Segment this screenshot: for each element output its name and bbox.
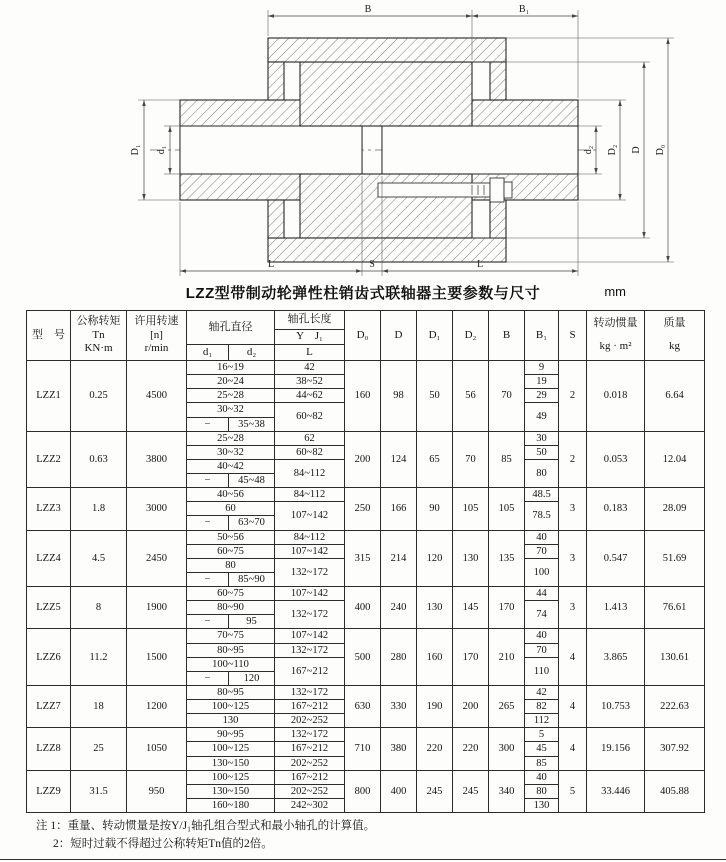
length-cell: 167~212 [275, 700, 345, 714]
bore-d1-cell: − [187, 615, 229, 629]
torque-cell: 18 [71, 685, 127, 727]
D2-cell: 56 [453, 361, 489, 432]
length-cell: 44~62 [275, 389, 345, 403]
table-row [27, 361, 705, 375]
S-cell: 3 [559, 587, 587, 629]
note-line-2: 2：短时过载不得超过公称转矩Tn值的2倍。 [53, 837, 273, 850]
D1-cell: 220 [417, 728, 453, 770]
B1-cell: 80 [525, 784, 559, 798]
B1-cell: 70 [525, 544, 559, 558]
bore-range-cell: 100~125 [187, 700, 275, 714]
torque-cell: 0.63 [71, 431, 127, 488]
dim-label-D0: D₀ [655, 144, 666, 156]
D2-cell: 105 [453, 488, 489, 530]
bore-range-cell: 40~42 [187, 459, 275, 473]
col-header-mass [645, 311, 705, 361]
model-cell: LZZ6 [27, 629, 71, 686]
col-header-B1: B₁ [525, 311, 559, 361]
length-cell: 60~82 [275, 445, 345, 459]
bore-range-cell: 60~75 [187, 587, 275, 601]
inertia-cell: 0.018 [587, 361, 645, 432]
bore-d1-cell: − [187, 671, 229, 685]
bore-range-cell: 130~150 [187, 756, 275, 770]
B1-cell: 70 [525, 643, 559, 657]
length-cell: 42 [275, 361, 345, 375]
bore-range-cell: 40~56 [187, 488, 275, 502]
dim-label-B: B [364, 4, 372, 15]
B-cell: 340 [489, 770, 525, 812]
dim-label-D2: D₂ [607, 144, 618, 156]
D-cell: 98 [381, 361, 417, 432]
B-cell: 105 [489, 488, 525, 530]
B1-cell: 19 [525, 375, 559, 389]
length-cell: 132~172 [275, 643, 345, 657]
spec-table-body [27, 361, 705, 813]
mass-cell: 12.04 [645, 431, 705, 488]
length-cell: 107~142 [275, 587, 345, 601]
length-cell: 242~302 [275, 798, 345, 812]
mass-cell: 130.61 [645, 629, 705, 686]
sleeve-upper [300, 62, 472, 126]
B-cell: 300 [489, 728, 525, 770]
col-header-d1: d₁ [187, 345, 229, 361]
left-bore [180, 126, 362, 174]
col-header-D1: D₁ [417, 311, 453, 361]
D0-cell: 250 [345, 488, 381, 530]
B1-cell: 82 [525, 700, 559, 714]
col-header-inertia [587, 311, 645, 361]
speed-cell: 3800 [127, 431, 187, 488]
D2-cell: 200 [453, 685, 489, 727]
bore-range-cell: 30~32 [187, 403, 275, 417]
S-cell: 4 [559, 685, 587, 727]
bore-range-cell: 100~125 [187, 770, 275, 784]
bottom-rule [0, 859, 726, 860]
bore-range-cell: 25~28 [187, 389, 275, 403]
length-cell: 107~142 [275, 544, 345, 558]
B1-cell: 9 [525, 361, 559, 375]
speed-cell: 1900 [127, 587, 187, 629]
coupling-drawing-svg [0, 0, 726, 280]
D-cell: 330 [381, 685, 417, 727]
mass-cell: 76.61 [645, 587, 705, 629]
bore-d2-cell: 85~90 [229, 572, 275, 586]
D-cell: 124 [381, 431, 417, 488]
D2-cell: 245 [453, 770, 489, 812]
length-cell: 167~212 [275, 657, 345, 685]
model-cell: LZZ9 [27, 770, 71, 812]
bore-d1-cell: − [187, 417, 229, 431]
inertia-cell: 0.183 [587, 488, 645, 530]
B1-cell: 40 [525, 770, 559, 784]
col-header-D: D [381, 311, 417, 361]
D0-cell: 630 [345, 685, 381, 727]
B1-cell: 85 [525, 756, 559, 770]
drum-top [268, 38, 506, 62]
bore-range-cell: 160~180 [187, 798, 275, 812]
pin-bolt-head [490, 178, 504, 202]
mass-cell: 222.63 [645, 685, 705, 727]
col-header-B: B [489, 311, 525, 361]
col-header-bore-len: 轴孔长度 [275, 311, 345, 330]
torque-cell: 25 [71, 728, 127, 770]
D1-cell: 130 [417, 587, 453, 629]
D-cell: 380 [381, 728, 417, 770]
speed-cell: 2450 [127, 530, 187, 587]
torque-cell: 4.5 [71, 530, 127, 587]
speed-cell: 3000 [127, 488, 187, 530]
model-cell: LZZ3 [27, 488, 71, 530]
table-row [27, 728, 705, 742]
bore-range-cell: 80 [187, 558, 275, 572]
D-cell: 240 [381, 587, 417, 629]
bore-d1-cell: − [187, 474, 229, 488]
col-header-L: L [275, 345, 345, 361]
length-cell: 132~172 [275, 685, 345, 699]
table-row [27, 685, 705, 699]
B1-cell: 74 [525, 601, 559, 629]
page-title: LZZ型带制动轮弹性柱销齿式联轴器主要参数与尺寸 [185, 285, 541, 302]
col-header-D2: D₂ [453, 311, 489, 361]
bore-range-cell: 60~75 [187, 544, 275, 558]
D0-cell: 400 [345, 587, 381, 629]
D0-cell: 160 [345, 361, 381, 432]
mass-cell: 6.64 [645, 361, 705, 432]
dim-label-L-left: L [267, 259, 275, 270]
D2-cell: 145 [453, 587, 489, 629]
B1-cell: 49 [525, 403, 559, 431]
inertia-cell: 0.053 [587, 431, 645, 488]
bore-range-cell: 80~95 [187, 643, 275, 657]
B-cell: 210 [489, 629, 525, 686]
col-header-speed [127, 311, 187, 361]
mass-cell: 51.69 [645, 530, 705, 587]
table-row [27, 488, 705, 502]
B-cell: 85 [489, 431, 525, 488]
speed-cell: 1200 [127, 685, 187, 727]
length-cell: 62 [275, 431, 345, 445]
speed-cell: 950 [127, 770, 187, 812]
mass-cell: 28.09 [645, 488, 705, 530]
speed-header-line: r/min [144, 342, 169, 355]
torque-header-line: 公称转矩 [76, 314, 121, 327]
dim-label-D: D [631, 146, 642, 154]
inertia-cell: 3.865 [587, 629, 645, 686]
length-cell: 60~82 [275, 403, 345, 431]
mass-cell: 405.88 [645, 770, 705, 812]
dim-label-D1: D₁ [130, 144, 141, 156]
bore-range-cell: 100~125 [187, 742, 275, 756]
B1-cell: 44 [525, 587, 559, 601]
drum-bottom [268, 238, 506, 262]
S-cell: 5 [559, 770, 587, 812]
torque-header-line: KN·m [84, 342, 113, 355]
bore-range-cell: 90~95 [187, 728, 275, 742]
torque-cell: 31.5 [71, 770, 127, 812]
model-cell: LZZ7 [27, 685, 71, 727]
drum-wall [268, 200, 284, 238]
length-cell: 107~142 [275, 629, 345, 643]
unit-label: mm [604, 284, 626, 299]
speed-header-line: 许用转速 [134, 314, 179, 327]
length-cell: 84~112 [275, 459, 345, 487]
torque-cell: 0.25 [71, 361, 127, 432]
mass-header-line: kg [669, 340, 680, 352]
length-cell: 167~212 [275, 770, 345, 784]
length-cell: 107~142 [275, 502, 345, 530]
dim-label-B1: B₁ [518, 4, 530, 15]
B1-cell: 30 [525, 431, 559, 445]
drum-rim [490, 62, 506, 100]
D1-cell: 160 [417, 629, 453, 686]
B1-cell: 130 [525, 798, 559, 812]
bore-range-cell: 16~19 [187, 361, 275, 375]
B1-cell: 100 [525, 558, 559, 586]
drum-wall [268, 62, 284, 100]
D2-cell: 170 [453, 629, 489, 686]
col-header-model: 型 号 [27, 311, 71, 361]
model-cell: LZZ5 [27, 587, 71, 629]
torque-header-line: Tn [92, 328, 105, 341]
inertia-cell: 1.413 [587, 587, 645, 629]
length-cell: 132~172 [275, 558, 345, 586]
dim-label-d1: d₁ [156, 145, 167, 155]
spec-table-head [27, 311, 705, 361]
bore-d2-cell: 63~70 [229, 516, 275, 530]
bore-d2-cell: 95 [229, 615, 275, 629]
D0-cell: 315 [345, 530, 381, 587]
speed-cell: 4500 [127, 361, 187, 432]
B1-cell: 40 [525, 629, 559, 643]
inertia-cell: 33.446 [587, 770, 645, 812]
bore-d2-cell: 120 [229, 671, 275, 685]
col-header-bore-dia: 轴孔直径 [187, 311, 275, 345]
col-header-torque [71, 311, 127, 361]
D0-cell: 500 [345, 629, 381, 686]
note-line-1: 注 1：重量、转动惯量是按Y/J₁轴孔组合型式和最小轴孔的计算值。 [36, 820, 376, 832]
bore-range-cell: 80~95 [187, 685, 275, 699]
bore-d2-cell: 45~48 [229, 474, 275, 488]
B1-cell: 29 [525, 389, 559, 403]
length-cell: 167~212 [275, 742, 345, 756]
S-cell: 2 [559, 361, 587, 432]
S-cell: 4 [559, 629, 587, 686]
D1-cell: 120 [417, 530, 453, 587]
model-cell: LZZ1 [27, 361, 71, 432]
B-cell: 70 [489, 361, 525, 432]
bore-range-cell: 60 [187, 502, 275, 516]
col-header-YJ1: Y J₁ [275, 330, 345, 345]
bore-d2-cell: 35~38 [229, 417, 275, 431]
length-cell: 202~252 [275, 756, 345, 770]
D2-cell: 220 [453, 728, 489, 770]
D2-cell: 70 [453, 431, 489, 488]
bore-range-cell: 70~75 [187, 629, 275, 643]
D1-cell: 50 [417, 361, 453, 432]
bore-range-cell: 25~28 [187, 431, 275, 445]
right-bore [382, 126, 578, 174]
D1-cell: 245 [417, 770, 453, 812]
dim-label-L-right: L [476, 259, 484, 270]
torque-cell: 11.2 [71, 629, 127, 686]
B-cell: 265 [489, 685, 525, 727]
D0-cell: 200 [345, 431, 381, 488]
inertia-header-line: 转动惯量 [593, 317, 638, 330]
col-header-d2: d₂ [229, 345, 275, 361]
B1-cell: 5 [525, 728, 559, 742]
D-cell: 280 [381, 629, 417, 686]
inertia-cell: 0.547 [587, 530, 645, 587]
mass-cell: 307.92 [645, 728, 705, 770]
length-cell: 38~52 [275, 375, 345, 389]
D1-cell: 190 [417, 685, 453, 727]
dim-label-S: S [369, 259, 375, 270]
title-row [0, 282, 726, 304]
inertia-cell: 19.156 [587, 728, 645, 770]
drum-rim [490, 200, 506, 238]
spec-table [26, 310, 705, 813]
B1-cell: 78.5 [525, 502, 559, 530]
D-cell: 400 [381, 770, 417, 812]
table-row [27, 530, 705, 544]
notes [36, 818, 726, 854]
speed-header-line: [n] [150, 328, 163, 341]
B1-cell: 80 [525, 459, 559, 487]
inertia-cell: 10.753 [587, 685, 645, 727]
D-cell: 166 [381, 488, 417, 530]
length-cell: 202~252 [275, 714, 345, 728]
speed-cell: 1050 [127, 728, 187, 770]
mass-header-line: 质量 [663, 317, 686, 330]
bore-range-cell: 30~32 [187, 445, 275, 459]
dim-label-d2: d₂ [583, 145, 594, 155]
length-cell: 132~172 [275, 728, 345, 742]
S-cell: 3 [559, 530, 587, 587]
B1-cell: 50 [525, 445, 559, 459]
model-cell: LZZ4 [27, 530, 71, 587]
bore-d1-cell: − [187, 572, 229, 586]
bore-range-cell: 50~56 [187, 530, 275, 544]
speed-cell: 1500 [127, 629, 187, 686]
col-header-S: S [559, 311, 587, 361]
bore-range-cell: 100~110 [187, 657, 275, 671]
D0-cell: 800 [345, 770, 381, 812]
D1-cell: 90 [417, 488, 453, 530]
pin-bolt-shaft [378, 183, 490, 197]
B1-cell: 112 [525, 714, 559, 728]
bore-range-cell: 130 [187, 714, 275, 728]
pin-bolt-nut [504, 182, 512, 198]
bore-range-cell: 20~24 [187, 375, 275, 389]
length-cell: 84~112 [275, 530, 345, 544]
S-cell: 2 [559, 431, 587, 488]
torque-cell: 8 [71, 587, 127, 629]
bore-range-cell: 130~150 [187, 784, 275, 798]
table-row [27, 431, 705, 445]
bore-range-cell: 80~90 [187, 601, 275, 615]
length-cell: 84~112 [275, 488, 345, 502]
B1-cell: 45 [525, 742, 559, 756]
D1-cell: 65 [417, 431, 453, 488]
B-cell: 170 [489, 587, 525, 629]
S-cell: 4 [559, 728, 587, 770]
table-row [27, 629, 705, 643]
S-cell: 3 [559, 488, 587, 530]
B-cell: 135 [489, 530, 525, 587]
table-row [27, 770, 705, 784]
D-cell: 214 [381, 530, 417, 587]
table-row [27, 587, 705, 601]
B1-cell: 48.5 [525, 488, 559, 502]
B1-cell: 110 [525, 657, 559, 685]
model-cell: LZZ2 [27, 431, 71, 488]
inertia-header-line: kg · m² [599, 340, 632, 352]
D2-cell: 130 [453, 530, 489, 587]
coupling-drawing [0, 0, 726, 280]
B1-cell: 42 [525, 685, 559, 699]
bore-d1-cell: − [187, 516, 229, 530]
D0-cell: 710 [345, 728, 381, 770]
length-cell: 132~172 [275, 601, 345, 629]
B1-cell: 40 [525, 530, 559, 544]
col-header-D0: D₀ [345, 311, 381, 361]
torque-cell: 1.8 [71, 488, 127, 530]
model-cell: LZZ8 [27, 728, 71, 770]
length-cell: 202~252 [275, 784, 345, 798]
